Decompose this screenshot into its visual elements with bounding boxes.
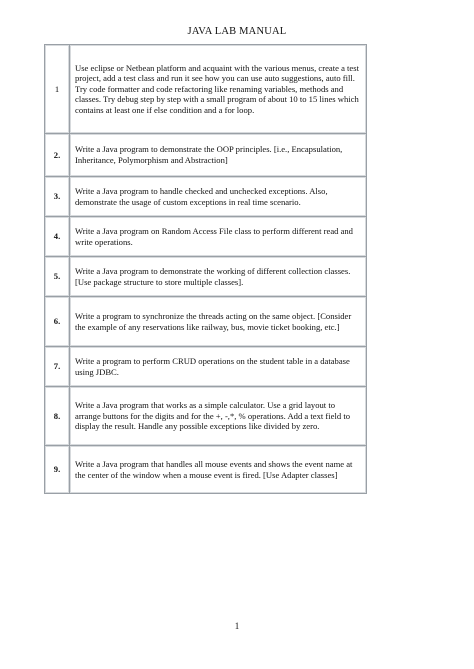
row-number: 2.	[45, 134, 70, 177]
row-number: 9.	[45, 446, 70, 494]
row-description: Write a program to synchronize the threads acting on the same object. [Consider the example of any reservations like railway, bus, movie ticket booking, etc.]	[70, 297, 367, 347]
row-number: 8.	[45, 387, 70, 446]
table-row	[45, 387, 367, 446]
row-description: Write a Java program to handle checked and unchecked exceptions. Also, demonstrate the usage of custom exceptions in real time scenario.	[70, 177, 367, 217]
table-row	[45, 446, 367, 494]
row-description: Write a Java program that works as a simple calculator. Use a grid layout to arrange buttons for the digits and for the +, -,*, % operations. Add a text field to display the result. Handle any possible exceptions like divided by zero.	[70, 387, 367, 446]
table-row	[45, 217, 367, 257]
table-row	[45, 45, 367, 134]
row-number: 4.	[45, 217, 70, 257]
row-number: 7.	[45, 347, 70, 387]
table-row	[45, 177, 367, 217]
table-row	[45, 297, 367, 347]
page-number: 1	[234, 621, 240, 631]
table-row	[45, 134, 367, 177]
row-number: 1	[45, 45, 70, 134]
table-row	[45, 347, 367, 387]
row-description: Write a Java program that handles all mouse events and shows the event name at the center of the window when a mouse event is fired. [Use Adapter classes]	[70, 446, 367, 494]
experiments-table	[44, 44, 367, 494]
row-description: Write a Java program on Random Access File class to perform different read and write operations.	[70, 217, 367, 257]
row-description: Use eclipse or Netbean platform and acquaint with the various menus, create a test project, add a test class and run it see how you can use auto suggestions, auto fill. Try code formatter and code refactoring like renaming variables, methods and classes. Try debug step by step with a small program of about 10 to 15 lines which contains at least one if else condition and a for loop.	[70, 45, 367, 134]
row-number: 6.	[45, 297, 70, 347]
row-description: Write a Java program to demonstrate the OOP principles. [i.e., Encapsulation, Inheritance, Polymorphism and Abstraction]	[70, 134, 367, 177]
row-number: 5.	[45, 257, 70, 297]
row-description: Write a Java program to demonstrate the working of different collection classes. [Use package structure to store multiple classes].	[70, 257, 367, 297]
row-number: 3.	[45, 177, 70, 217]
page-title: JAVA LAB MANUAL	[187, 26, 287, 37]
row-description: Write a program to perform CRUD operations on the student table in a database using JDBC.	[70, 347, 367, 387]
table-row	[45, 257, 367, 297]
